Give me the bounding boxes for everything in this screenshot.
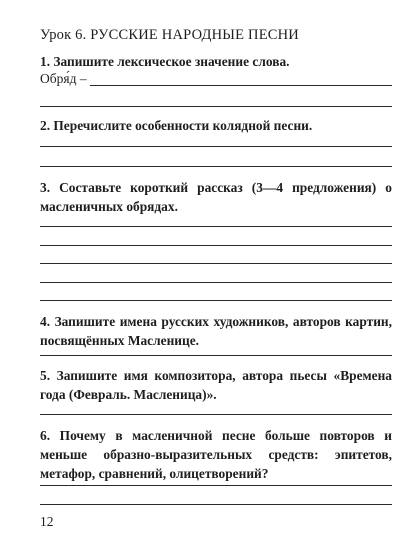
answer-line-3a[interactable] bbox=[40, 226, 392, 227]
answer-line-2a[interactable] bbox=[40, 146, 392, 147]
answer-line-6a[interactable] bbox=[40, 485, 392, 486]
answer-line-2b[interactable] bbox=[40, 166, 392, 167]
answer-line-5a[interactable] bbox=[40, 414, 392, 415]
question-1: 1. Запишите лексическое значение слова. bbox=[40, 54, 290, 69]
answer-line-1b[interactable] bbox=[40, 106, 392, 107]
answer-line-6b[interactable] bbox=[40, 504, 392, 505]
term-label: Обря́д – bbox=[40, 71, 87, 86]
answer-line-4a[interactable] bbox=[40, 355, 392, 356]
question-6: 6. Почему в масленичной песне больше повторов и меньше образно-выразительных средств: эпитетов, метафор, сравнений, олицетворений? bbox=[40, 428, 392, 481]
question-3: 3. Составьте короткий рассказ (3—4 предложения) о масленичных обрядах. bbox=[40, 180, 392, 214]
lesson-title: Урок 6. РУССКИЕ НАРОДНЫЕ ПЕСНИ bbox=[40, 27, 299, 43]
question-5: 5. Запишите имя композитора, автора пьесы «Времена года (Февраль. Масленица)». bbox=[40, 368, 392, 402]
question-4: 4. Запишите имена русских художников, авторов картин, посвящённых Масленице. bbox=[40, 314, 392, 348]
answer-line-3d[interactable] bbox=[40, 282, 392, 283]
answer-line-3e[interactable] bbox=[40, 300, 392, 301]
answer-line-1a[interactable] bbox=[90, 85, 392, 86]
answer-line-3b[interactable] bbox=[40, 245, 392, 246]
answer-line-3c[interactable] bbox=[40, 263, 392, 264]
question-2: 2. Перечислите особенности колядной песни. bbox=[40, 118, 313, 133]
page-number: 12 bbox=[40, 514, 54, 529]
